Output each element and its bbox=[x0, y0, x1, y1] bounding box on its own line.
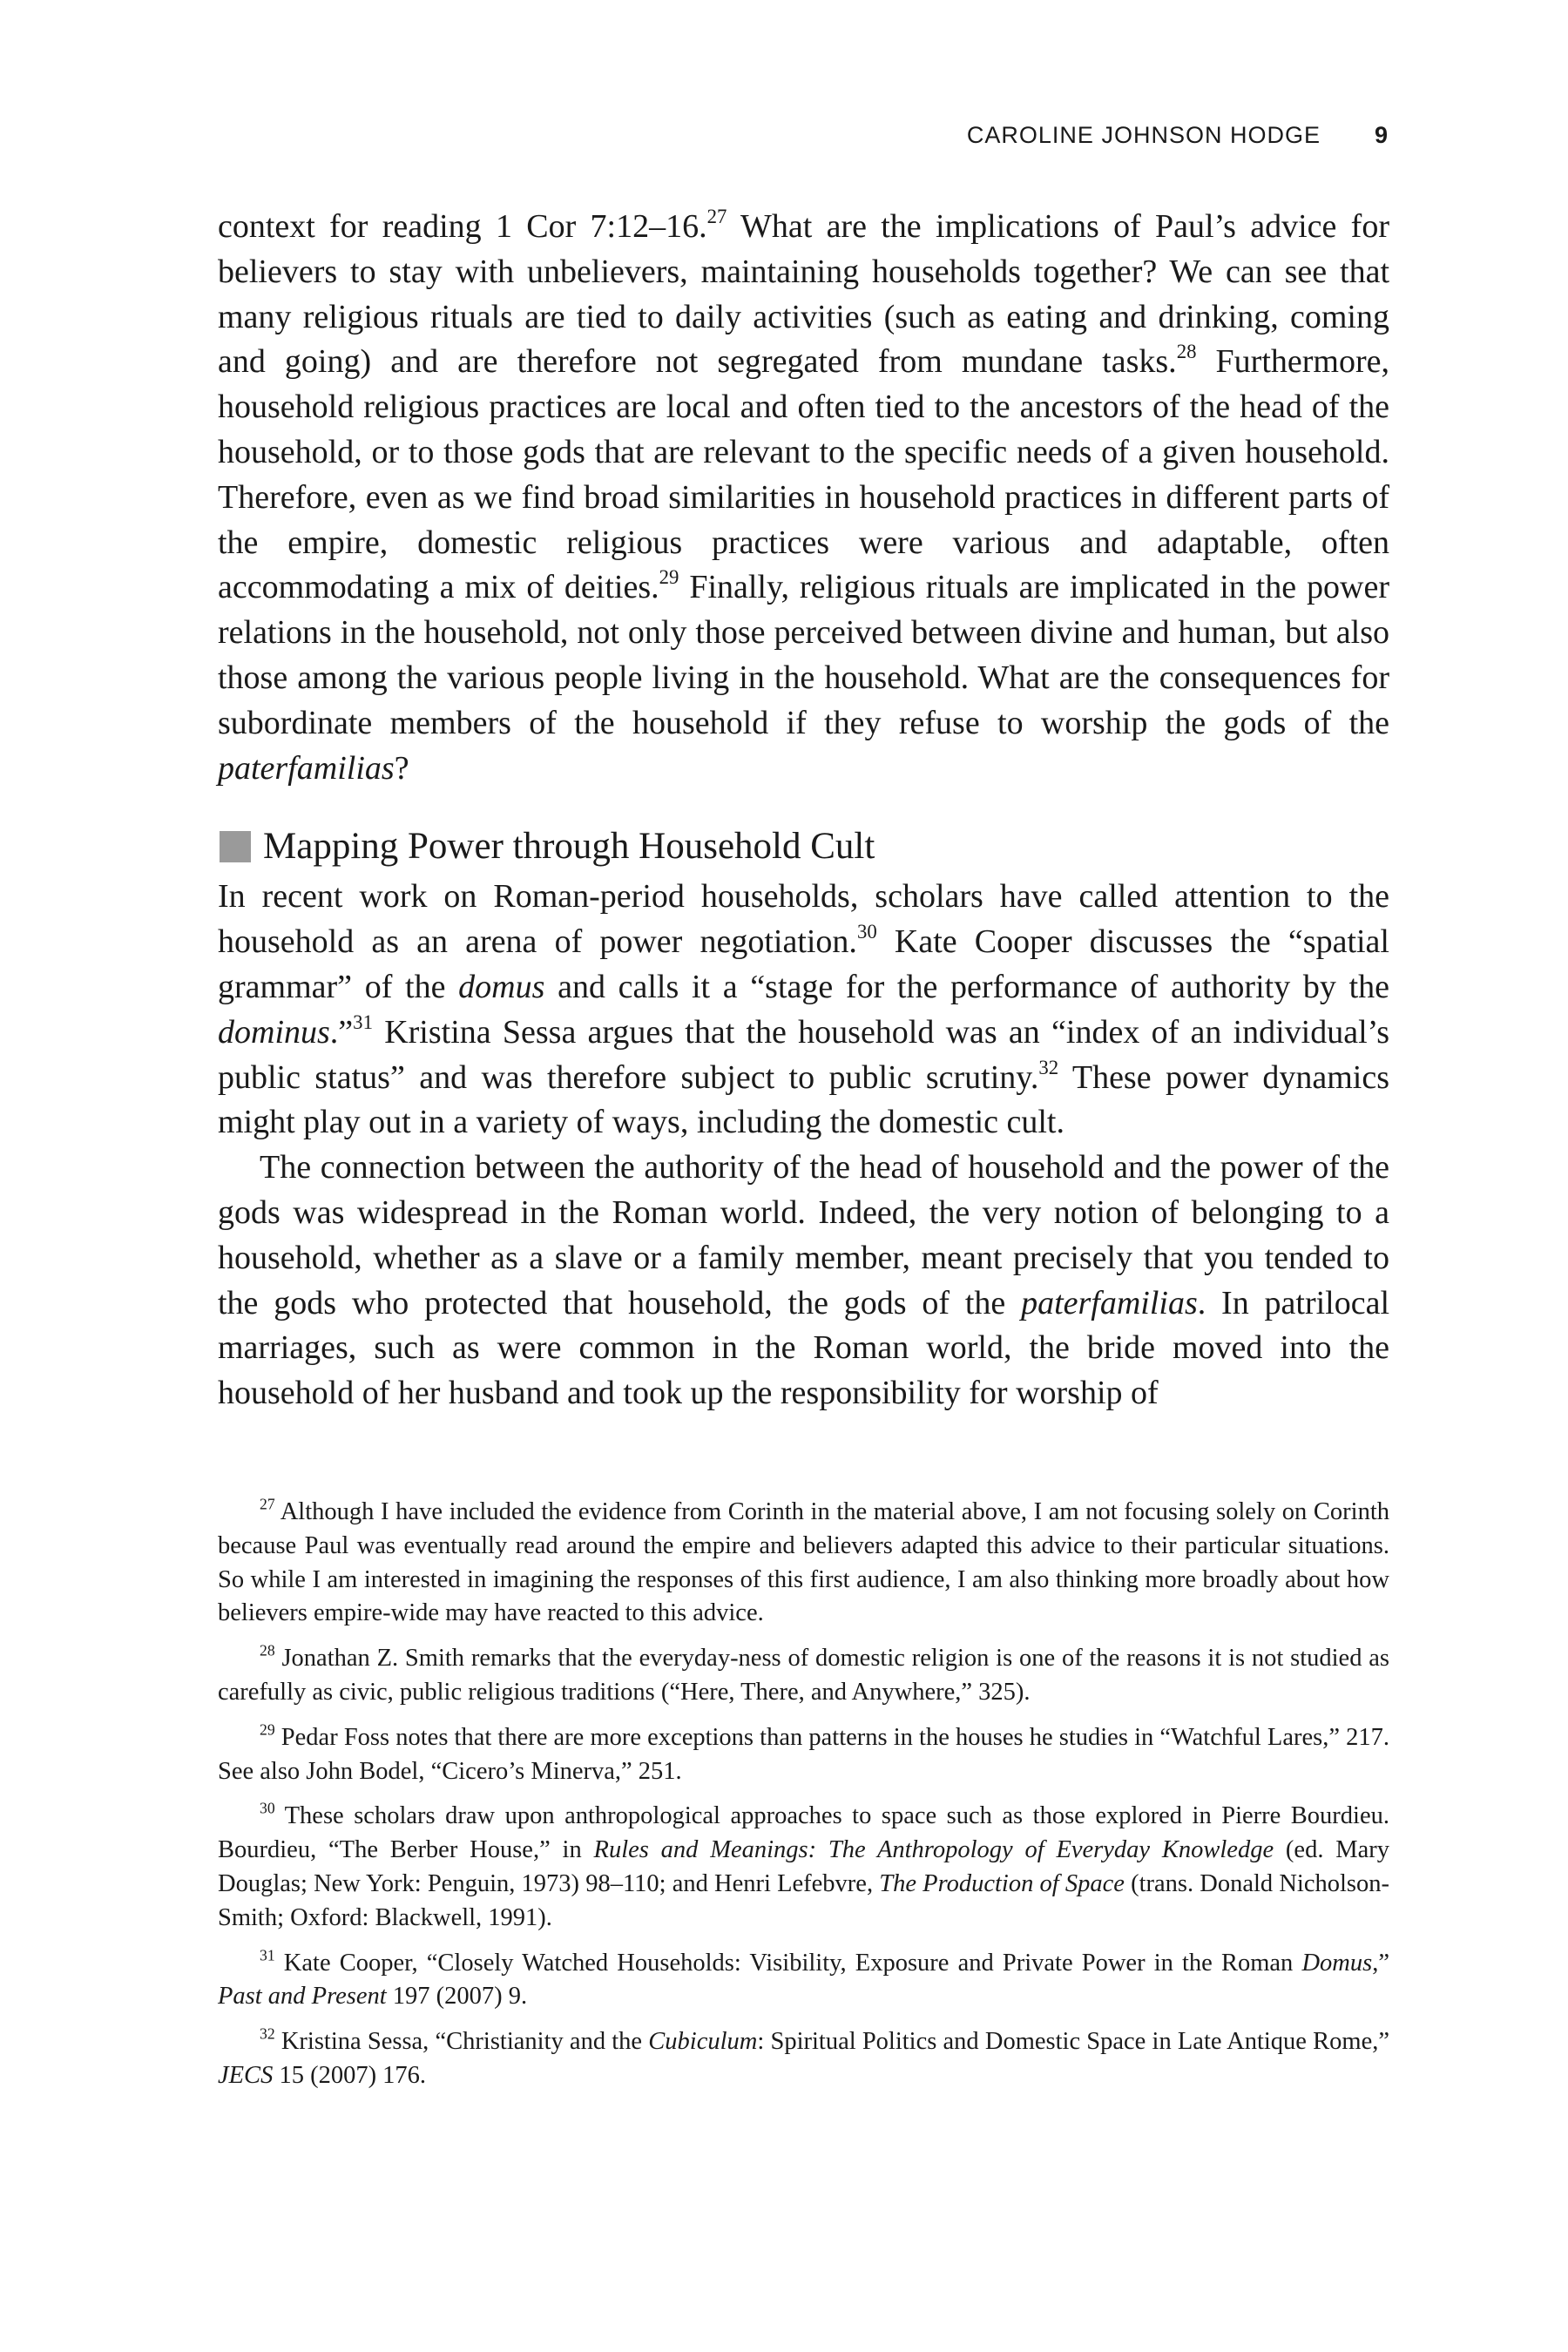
paragraph-text: The connection between the authority of the head of household and the power of the gods was widespread in the Roman world. Indeed, the very notion of belonging to a household, whether as a slave or a family member, meant precisely that you tended to the gods who protected that household, the gods of the bbox=[218, 1149, 1389, 1321]
section-heading-text: Mapping Power through Household Cult bbox=[263, 826, 875, 868]
italic-title: Domus bbox=[1301, 1949, 1373, 1977]
footnote-29 bbox=[218, 1721, 1389, 1789]
footnote-number: 30 bbox=[260, 1799, 275, 1817]
footnotes bbox=[218, 1496, 1389, 2105]
footnote-text: (trans. Donald Nicholson-Smith; Oxford: Blackwell, 1991). bbox=[218, 1869, 1389, 1931]
footnote-text: 197 (2007) 9. bbox=[386, 1983, 528, 2011]
footnote-ref-27: 27 bbox=[706, 206, 727, 228]
italic-term: paterfamilias bbox=[1021, 1284, 1198, 1321]
footnote-number: 29 bbox=[260, 1720, 275, 1739]
footnote-ref-31: 31 bbox=[353, 1010, 373, 1033]
body-paragraph-3 bbox=[218, 1146, 1389, 1416]
footnote-text: Kristina Sessa, “Christianity and the bbox=[274, 2028, 649, 2056]
italic-title: Cubiculum bbox=[648, 2028, 758, 2056]
paragraph-text: ? bbox=[394, 749, 409, 787]
italic-title: JECS bbox=[218, 2061, 274, 2089]
section-heading bbox=[218, 824, 1389, 869]
italic-title: The Production of Space bbox=[879, 1869, 1125, 1897]
footnote-text: Jonathan Z. Smith remarks that the everyday-ness of domestic religion is one of the reasons it is not studied as carefully as civic, public religious traditions (“Here, There, and Anywhere,” 325). bbox=[218, 1645, 1389, 1706]
italic-title: Rules and Meanings: The Anthropology of Everyday Knowledge bbox=[593, 1836, 1274, 1864]
heading-square-icon bbox=[220, 831, 251, 862]
paragraph-text: Kate Cooper discusses the “spatial grammar” of the bbox=[218, 923, 1389, 1005]
footnote-text: These scholars draw upon anthropological approaches to space such as those explored in Pierre Bourdieu. Bourdieu, “The Berber House,” in bbox=[218, 1802, 1389, 1864]
paragraph-text: Kristina Sessa argues that the household was an “index of an individual’s public status” and was therefore subject to public scrutiny. bbox=[218, 1013, 1389, 1096]
footnote-ref-30: 30 bbox=[856, 921, 877, 943]
footnote-number: 27 bbox=[260, 1495, 275, 1513]
footnote-text: Although I have included the evidence from Corinth in the material above, I am not focusing solely on Corinth because Paul was eventually read around the empire and believers adapted this advice to their particular situations. So while I am interested in imagining the responses of this first audience, I am also thinking more broadly about how believers empire-wide may have reacted to this advice. bbox=[218, 1498, 1389, 1627]
footnote-31 bbox=[218, 1947, 1389, 2015]
footnote-text: (ed. Mary Douglas; New York: Penguin, 1973) 98–110; and Henri Lefebvre, bbox=[218, 1836, 1389, 1897]
paragraph-text: . In patrilocal marriages, such as were common in the Roman world, the bride moved into the household of her husband and took up the responsibility for worship of bbox=[218, 1284, 1389, 1412]
footnote-text: 15 (2007) 176. bbox=[273, 2061, 427, 2089]
footnote-text: ,” bbox=[1372, 1949, 1389, 1977]
footnote-ref-28: 28 bbox=[1176, 341, 1197, 363]
footnote-text: Pedar Foss notes that there are more exceptions than patterns in the houses he studies in “Watchful Lares,” 217. See also John Bodel, “Cicero’s Minerva,” 251. bbox=[218, 1723, 1389, 1785]
running-head bbox=[967, 122, 1389, 149]
italic-term: domus bbox=[458, 968, 545, 1005]
body-paragraph-1 bbox=[218, 205, 1389, 791]
paragraph-text: In recent work on Roman-period households, scholars have called attention to the household as an arena of power negotiation. bbox=[218, 878, 1389, 961]
body-paragraph-2 bbox=[218, 875, 1389, 1146]
footnote-28 bbox=[218, 1642, 1389, 1710]
paragraph-text: Finally, religious rituals are implicated in the power relations in the household, not only those perceived between divine and human, but also those among the various people living in the household. What are the consequences for subordinate members of the household if they refuse to worship the gods of the bbox=[218, 569, 1389, 741]
footnote-ref-32: 32 bbox=[1038, 1056, 1059, 1078]
footnote-number: 31 bbox=[260, 1946, 275, 1964]
footnote-30 bbox=[218, 1800, 1389, 1935]
italic-term: dominus bbox=[218, 1013, 330, 1051]
footnote-number: 28 bbox=[260, 1641, 275, 1659]
footnote-32 bbox=[218, 2025, 1389, 2093]
footnote-text: Kate Cooper, “Closely Watched Households: Visibility, Exposure and Private Power in the Roman bbox=[274, 1949, 1302, 1977]
page-number: 9 bbox=[1374, 122, 1389, 148]
paragraph-text: These power dynamics might play out in a variety of ways, including the domestic cult. bbox=[218, 1058, 1389, 1141]
footnote-ref-29: 29 bbox=[659, 566, 679, 589]
main-text bbox=[218, 205, 1389, 1416]
footnote-text: : Spiritual Politics and Domestic Space in Late Antique Rome,” bbox=[757, 2028, 1389, 2056]
paragraph-text: context for reading 1 Cor 7:12–16. bbox=[218, 208, 707, 245]
footnote-number: 32 bbox=[260, 2024, 275, 2043]
paragraph-text: and calls it a “stage for the performance of authority by the bbox=[544, 968, 1389, 1005]
paragraph-text: Furthermore, household religious practices are local and often tied to the ancestors of the head of the household, or to those gods that are relevant to the specific needs of a given household. Therefore, even as we find broad similarities in household practices in different parts of the empire, domestic religious practices were various and adaptable, often accommodating a mix of deities. bbox=[218, 343, 1389, 606]
italic-term: paterfamilias bbox=[218, 749, 395, 787]
paragraph-text: .” bbox=[329, 1013, 354, 1051]
footnote-27 bbox=[218, 1496, 1389, 1631]
paragraph-text: What are the implications of Paul’s advice for believers to stay with unbelievers, maintaining households together? We can see that many religious rituals are tied to daily activities (such as eating and drinking, coming and going) and are therefore not segregated from mundane tasks. bbox=[218, 208, 1389, 381]
running-head-author: CAROLINE JOHNSON HODGE bbox=[966, 122, 1321, 148]
italic-title: Past and Present bbox=[218, 1983, 387, 2011]
